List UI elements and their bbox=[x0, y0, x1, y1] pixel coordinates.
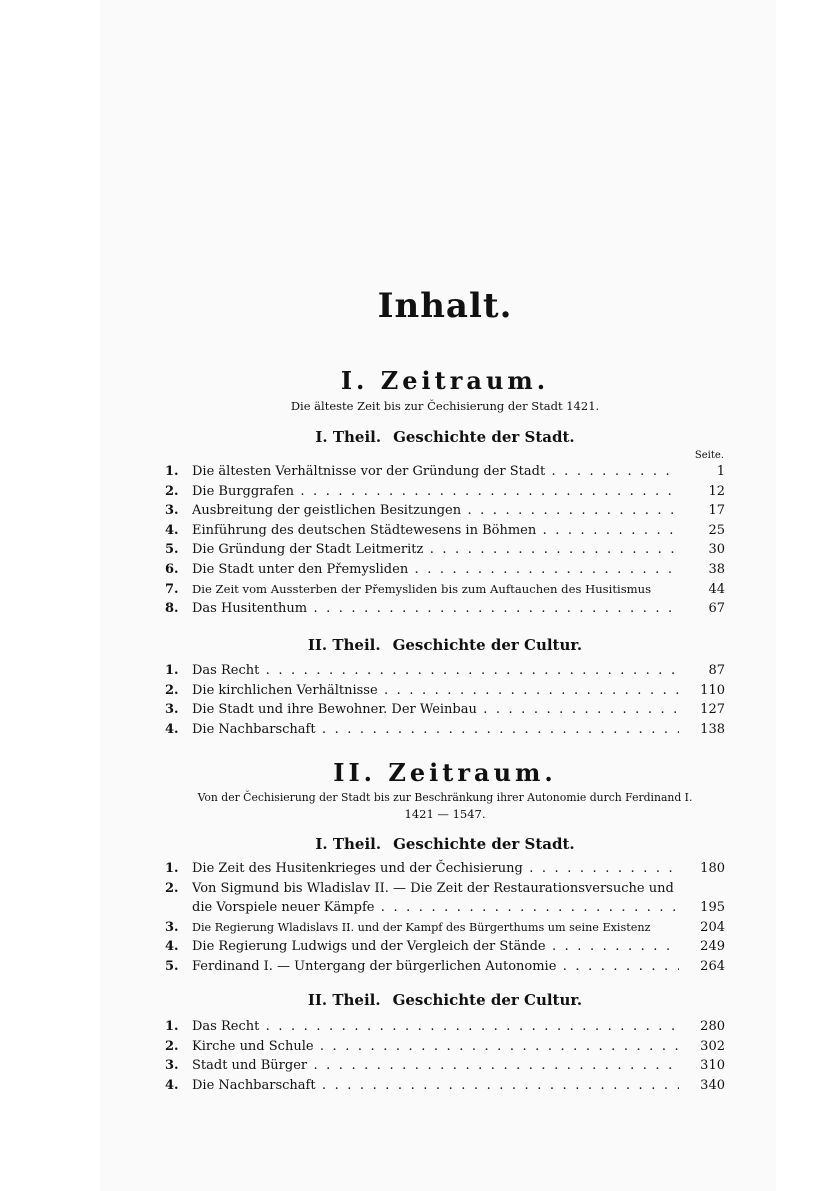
part-heading-label: I. Theil. bbox=[315, 428, 382, 446]
toc-entry[interactable]: 3. Stadt und Bürger . . . 310 bbox=[165, 1056, 725, 1076]
page-number: 44 bbox=[708, 581, 725, 597]
toc-entry[interactable]: 2. Die kirchlichen Verhältnisse . . . 110 bbox=[165, 681, 725, 701]
part-heading-label: I. Theil. bbox=[315, 835, 382, 853]
page-number: 12 bbox=[708, 483, 725, 499]
toc-entry[interactable]: 1. Die ältesten Verhältnisse vor der Gründung der Stadt . . . 1 bbox=[165, 462, 725, 482]
page-number: 302 bbox=[700, 1038, 725, 1054]
page-number: 87 bbox=[708, 663, 725, 678]
part-heading-subject: Geschichte der Cultur. bbox=[392, 991, 583, 1009]
part-heading-subject: Geschichte der Cultur. bbox=[392, 636, 583, 654]
part-heading-label: II. Theil. bbox=[307, 991, 381, 1009]
toc-entry[interactable]: 4. Die Nachbarschaft . . . 138 bbox=[165, 720, 725, 740]
page-number: 38 bbox=[708, 561, 725, 577]
entry-list-1-1 bbox=[165, 462, 725, 619]
period-title-1: I. Zeitraum. bbox=[340, 366, 550, 395]
page-number: 17 bbox=[708, 503, 725, 519]
toc-entry[interactable]: 2. Von Sigmund bis Wladislav II. — Die Zeit der Restaurationsversuche und bbox=[165, 880, 674, 896]
entry-list-2-2 bbox=[165, 1017, 725, 1095]
page-title: Inhalt. bbox=[377, 286, 513, 326]
part-heading-2-1 bbox=[165, 835, 725, 853]
period-subtitle-2: Von der Čechisierung der Stadt bis zur Beschränkung ihrer Autonomie durch Ferdinand I. bbox=[197, 791, 693, 804]
toc-entry[interactable]: 3. Die Stadt und ihre Bewohner. Der Weinbau . . . 127 bbox=[165, 700, 725, 720]
toc-entry[interactable]: 5. Ferdinand I. — Untergang der bürgerlichen Autonomie . . . 264 bbox=[165, 957, 725, 977]
period-subtitle-2-years: 1421 — 1547. bbox=[404, 807, 486, 821]
toc-entry[interactable]: 8. Das Husitenthum . . . 67 bbox=[165, 599, 725, 619]
page-number: 249 bbox=[700, 939, 725, 955]
period-subtitle-1: Die älteste Zeit bis zur Čechisierung der Stadt 1421. bbox=[290, 399, 600, 413]
toc-entry[interactable]: 3. Die Regierung Wladislavs II. und der Kampf des Bürgerthums um seine Existenz 204 bbox=[165, 918, 725, 938]
toc-entry[interactable]: 1. Die Zeit des Husitenkrieges und der Čechisierung . . . 180 bbox=[165, 859, 725, 879]
page-number: 180 bbox=[700, 861, 725, 876]
page-number: 280 bbox=[700, 1019, 725, 1034]
page-number: 110 bbox=[700, 682, 725, 698]
toc-entry[interactable]: 4. Die Regierung Ludwigs und der Vergleich der Stände . . . 249 bbox=[165, 937, 725, 957]
page-number: 67 bbox=[708, 601, 725, 617]
toc-entry[interactable]: 1. Das Recht . . . 280 bbox=[165, 1017, 725, 1037]
period-title-2: II. Zeitraum. bbox=[333, 758, 557, 787]
page-number: 25 bbox=[708, 522, 725, 538]
page-number: 138 bbox=[700, 721, 725, 737]
toc-entry[interactable]: 7. Die Zeit vom Aussterben der Přemysliden bis zum Auftauchen des Husitismus 44 bbox=[165, 580, 725, 600]
part-heading-subject: Geschichte der Stadt. bbox=[393, 428, 575, 446]
toc-entry[interactable]: 2. Die Burggrafen . . . 12 bbox=[165, 482, 725, 502]
toc-entry[interactable]: 5. Die Gründung der Stadt Leitmeritz . . . 30 bbox=[165, 540, 725, 560]
toc-entry-continuation[interactable]: die Vorspiele neuer Kämpfe . . . 195 bbox=[165, 898, 725, 918]
page-number: 340 bbox=[700, 1077, 725, 1093]
page-number: 1 bbox=[716, 464, 725, 479]
toc-entry[interactable]: 4. Einführung des deutschen Städtewesens in Böhmen . . . 25 bbox=[165, 521, 725, 541]
part-heading-1-1 bbox=[165, 428, 725, 446]
toc-entry[interactable]: 3. Ausbreitung der geistlichen Besitzungen . . . 17 bbox=[165, 501, 725, 521]
page-number: 310 bbox=[700, 1058, 725, 1074]
part-heading-label: II. Theil. bbox=[307, 636, 381, 654]
part-heading-1-2 bbox=[165, 636, 725, 654]
page-number: 195 bbox=[700, 900, 725, 916]
entry-list-1-2 bbox=[165, 661, 725, 739]
part-heading-subject: Geschichte der Stadt. bbox=[393, 835, 575, 853]
page-number: 127 bbox=[700, 702, 725, 718]
toc-entry[interactable]: 2. Kirche und Schule . . . 302 bbox=[165, 1037, 725, 1057]
page-column-label: Seite. bbox=[694, 450, 724, 461]
toc-entry[interactable]: 1. Das Recht . . . 87 bbox=[165, 661, 725, 681]
toc-entry[interactable]: 6. Die Stadt unter den Přemysliden . . . 38 bbox=[165, 560, 725, 580]
page-number: 264 bbox=[700, 958, 725, 974]
page-number: 30 bbox=[708, 542, 725, 558]
page-number: 204 bbox=[700, 919, 725, 935]
toc-entry[interactable]: 4. Die Nachbarschaft . . . 340 bbox=[165, 1076, 725, 1096]
entry-list-2-1 bbox=[165, 859, 725, 977]
part-heading-2-2 bbox=[165, 991, 725, 1009]
